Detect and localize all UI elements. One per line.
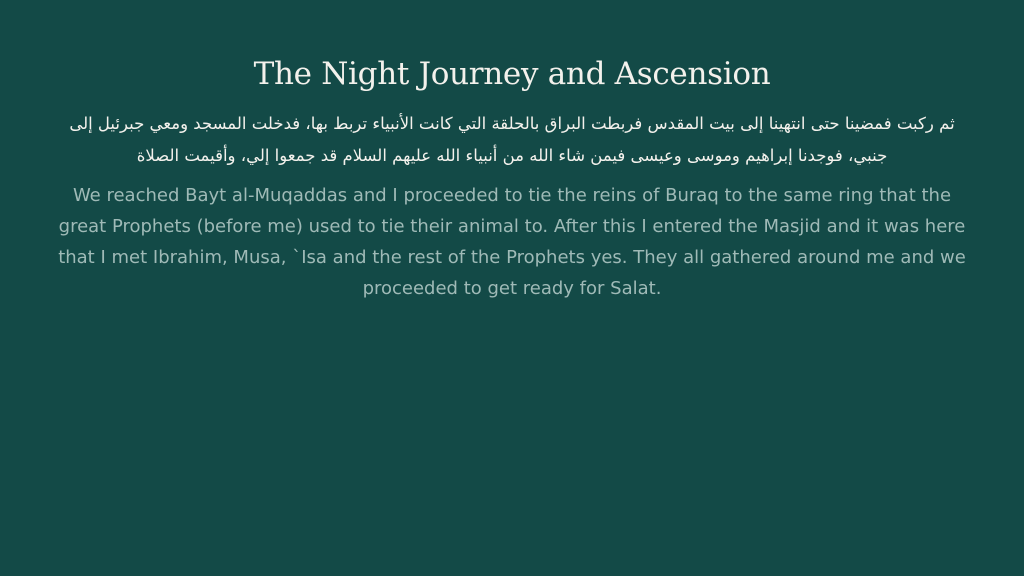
arabic-text: ثم ركبت فمضينا حتى انتهينا إلى بيت المقدس فربطت البراق بالحلقة التي كانت الأنبياء تربط بها، فدخلت المسجد ومعي جبرئيل إلى جنبي، فوجدنا إبراهيم وموسى وعيسى فيمن شاء الله من أنبياء الله عليهم السلام قد جمعوا إلي، وأقيمت الصلاة [69,114,955,165]
slide-title: The Night Journey and Ascension [253,56,771,92]
translation-text: We reached Bayt al-Muqaddas and I proceeded to tie the reins of Buraq to the same ring that the great Prophets (before me) used to tie their animal to. After this I entered the Masjid and it was here that I met Ibrahim, Musa, `Isa and the rest of the Prophets yes. They all gathered around me and we proceeded to get ready for Salat. [58,185,966,299]
